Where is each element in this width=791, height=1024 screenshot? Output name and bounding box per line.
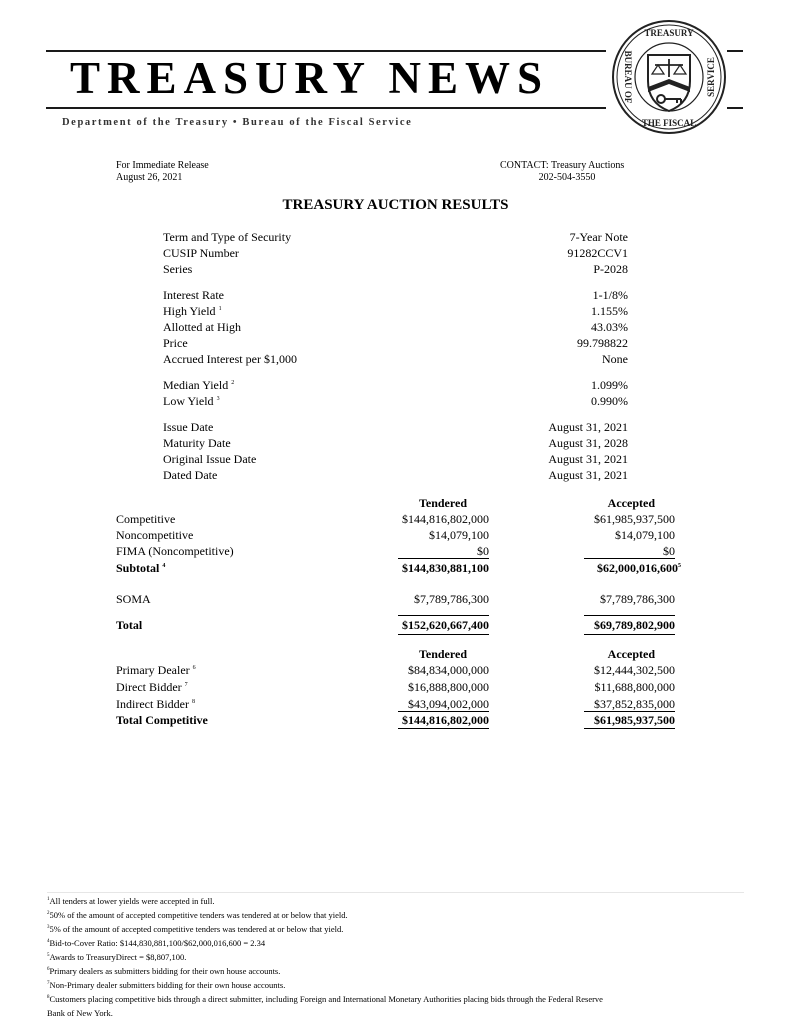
contact-label: CONTACT: Treasury Auctions xyxy=(500,160,625,171)
subtotal-underline-accepted xyxy=(584,558,675,559)
seal-text-right: SERVICE xyxy=(706,57,716,97)
total-competitive-accepted: $61,985,937,500 xyxy=(594,713,675,727)
table1-row-accepted: $61,985,937,500 xyxy=(594,512,675,526)
detail-row xyxy=(163,377,628,393)
detail-row xyxy=(163,335,628,351)
detail-label: Series xyxy=(163,262,193,276)
detail-value: 43.03% xyxy=(591,320,628,334)
department-line: Department of the Treasury • Bureau of the Fiscal Service xyxy=(62,117,413,128)
footnote-ref: 6 xyxy=(192,665,196,671)
total-competitive-double-underline-accepted xyxy=(584,728,675,729)
masthead-bottom-rule xyxy=(46,107,606,109)
detail-value: August 31, 2021 xyxy=(548,452,628,466)
contact-phone: 202-504-3550 xyxy=(538,172,596,183)
footnote-ref: 3 xyxy=(216,396,220,402)
detail-row xyxy=(163,287,628,303)
footnote-divider xyxy=(47,892,744,893)
detail-label: Interest Rate xyxy=(163,288,224,302)
total-competitive-tendered: $144,816,802,000 xyxy=(402,713,489,727)
release-label: For Immediate Release xyxy=(116,160,209,171)
total-competitive-label: Total Competitive xyxy=(116,713,208,727)
footnote-continuation: Bank of New York. xyxy=(47,1008,113,1018)
table1-header-accepted: Accepted xyxy=(607,496,655,510)
footnote: $^6$Primary dealers as submitters bidding for their own house accounts. xyxy=(47,966,281,976)
security-group xyxy=(163,229,628,277)
detail-value: August 31, 2028 xyxy=(548,436,628,450)
table1-row-label: Competitive xyxy=(116,512,176,526)
masthead-right-rule-bottom xyxy=(727,107,743,109)
security-details xyxy=(163,229,628,483)
masthead-top-rule xyxy=(46,50,606,52)
detail-value: August 31, 2021 xyxy=(548,468,628,482)
detail-value: None xyxy=(602,352,628,366)
total-double-underline-tendered xyxy=(398,634,489,635)
seal-text-top: TREASURY xyxy=(644,28,694,38)
soma-accepted: $7,789,786,300 xyxy=(600,592,675,606)
table2-row-accepted: $12,444,302,500 xyxy=(594,663,675,677)
table2-row-label: Indirect Bidder $^8$ xyxy=(116,697,195,711)
total-label: Total xyxy=(116,618,143,632)
detail-label: Issue Date xyxy=(163,420,214,434)
footnote-ref: 2 xyxy=(231,380,235,386)
footnote: $^8$Customers placing competitive bids through a direct submitter, including Foreign and International Monetary Authorities placing bids through the Federal Reserve xyxy=(47,994,603,1004)
table1-row-accepted: $14,079,100 xyxy=(615,528,675,542)
table1-row-tendered: $144,816,802,000 xyxy=(402,512,489,526)
detail-label: CUSIP Number xyxy=(163,246,239,260)
detail-value: 0.990% xyxy=(591,394,628,408)
footnote: $^2$50% of the amount of accepted competitive tenders was tendered at or below that yield. xyxy=(47,910,348,920)
detail-value: 1-1/8% xyxy=(592,288,628,302)
total-competitive-double-underline-tendered xyxy=(398,728,489,729)
detail-label: Term and Type of Security xyxy=(163,230,292,244)
table1-row-tendered: $14,079,100 xyxy=(429,528,489,542)
seal-text-left: BUREAU OF xyxy=(623,50,633,104)
detail-value: P-2028 xyxy=(593,262,628,276)
detail-value: 1.099% xyxy=(591,378,628,392)
total-double-underline-accepted xyxy=(584,634,675,635)
table2-row-tendered: $16,888,800,000 xyxy=(408,680,489,694)
release-date: August 26, 2021 xyxy=(116,172,183,183)
detail-row xyxy=(163,451,628,467)
total-underline-accepted xyxy=(584,615,675,616)
table1-row-tendered: $0 xyxy=(477,544,489,558)
detail-row xyxy=(163,319,628,335)
detail-row xyxy=(163,467,628,483)
detail-value: 7-Year Note xyxy=(569,230,628,244)
footnote: $^7$Non-Primary dealer submitters bidding for their own house accounts. xyxy=(47,980,286,990)
detail-row xyxy=(163,303,628,319)
footnote: $^3$5% of the amount of accepted competitive tenders was tendered at or below that yield. xyxy=(47,924,344,934)
masthead-right-rule-top xyxy=(727,50,743,52)
detail-row xyxy=(163,351,628,367)
subtotal-tendered: $144,830,881,100 xyxy=(402,561,489,575)
footnote-ref: 5 xyxy=(678,563,681,569)
detail-row xyxy=(163,419,628,435)
footnote-ref: 1 xyxy=(218,306,222,312)
soma-label: SOMA xyxy=(116,592,151,606)
total-underline-tendered xyxy=(398,615,489,616)
seal-text-bottom: THE FISCAL xyxy=(641,118,697,128)
detail-label: Median Yield $^2$ xyxy=(163,378,235,392)
detail-label: Dated Date xyxy=(163,468,218,482)
security-group xyxy=(163,287,628,367)
subtotal-underline-tendered xyxy=(398,558,489,559)
footnote-ref: 7 xyxy=(184,682,188,688)
table2-row-label: Direct Bidder $^7$ xyxy=(116,680,188,694)
total-tendered: $152,620,667,400 xyxy=(402,618,489,632)
table2-row-tendered: $43,094,002,000 xyxy=(408,697,489,711)
table2-row-accepted: $37,852,835,000 xyxy=(594,697,675,711)
detail-label: Maturity Date xyxy=(163,436,231,450)
detail-value: 91282CCV1 xyxy=(567,246,628,260)
table2-row-accepted: $11,688,800,000 xyxy=(594,680,675,694)
detail-value: 1.155% xyxy=(591,304,628,318)
subtotal-accepted: $62,000,016,600$^5$ xyxy=(597,561,681,575)
table1-row-accepted: $0 xyxy=(663,544,675,558)
table2-header-tendered: Tendered xyxy=(418,647,467,661)
table1-row-label: Noncompetitive xyxy=(116,528,194,542)
detail-label: Original Issue Date xyxy=(163,452,257,466)
footnote: $^1$All tenders at lower yields were accepted in full. xyxy=(47,896,215,906)
page-title: TREASURY AUCTION RESULTS xyxy=(282,197,509,213)
detail-label: High Yield $^1$ xyxy=(163,304,222,318)
table1-row-label: FIMA (Noncompetitive) xyxy=(116,544,234,558)
security-group xyxy=(163,377,628,409)
footnote-ref: 8 xyxy=(191,699,195,705)
footnote-ref: 4 xyxy=(162,563,166,569)
soma-tendered: $7,789,786,300 xyxy=(414,592,489,606)
masthead-title: TREASURY NEWS xyxy=(70,53,550,103)
footnote: $^5$Awards to TreasuryDirect = $8,807,100. xyxy=(47,952,187,962)
detail-value: 99.798822 xyxy=(577,336,628,350)
treasury-seal xyxy=(611,19,727,135)
detail-label: Price xyxy=(163,336,188,350)
footnote: $^4$Bid-to-Cover Ratio: $144,830,881,100/$62,000,016,600 = 2.34 xyxy=(47,938,266,948)
security-group xyxy=(163,419,628,483)
detail-row xyxy=(163,245,628,261)
detail-label: Low Yield $^3$ xyxy=(163,394,220,408)
table2-header-accepted: Accepted xyxy=(607,647,655,661)
detail-row xyxy=(163,229,628,245)
table1-header-tendered: Tendered xyxy=(418,496,467,510)
table2-row-tendered: $84,834,000,000 xyxy=(408,663,489,677)
subtotal-label: Subtotal $^4$ xyxy=(116,561,166,575)
detail-label: Accrued Interest per $1,000 xyxy=(163,352,297,366)
table2-row-label: Primary Dealer $^6$ xyxy=(116,663,196,677)
detail-value: August 31, 2021 xyxy=(548,420,628,434)
detail-row xyxy=(163,261,628,277)
detail-row xyxy=(163,393,628,409)
detail-row xyxy=(163,435,628,451)
detail-label: Allotted at High xyxy=(163,320,241,334)
total-accepted: $69,789,802,900 xyxy=(594,618,675,632)
